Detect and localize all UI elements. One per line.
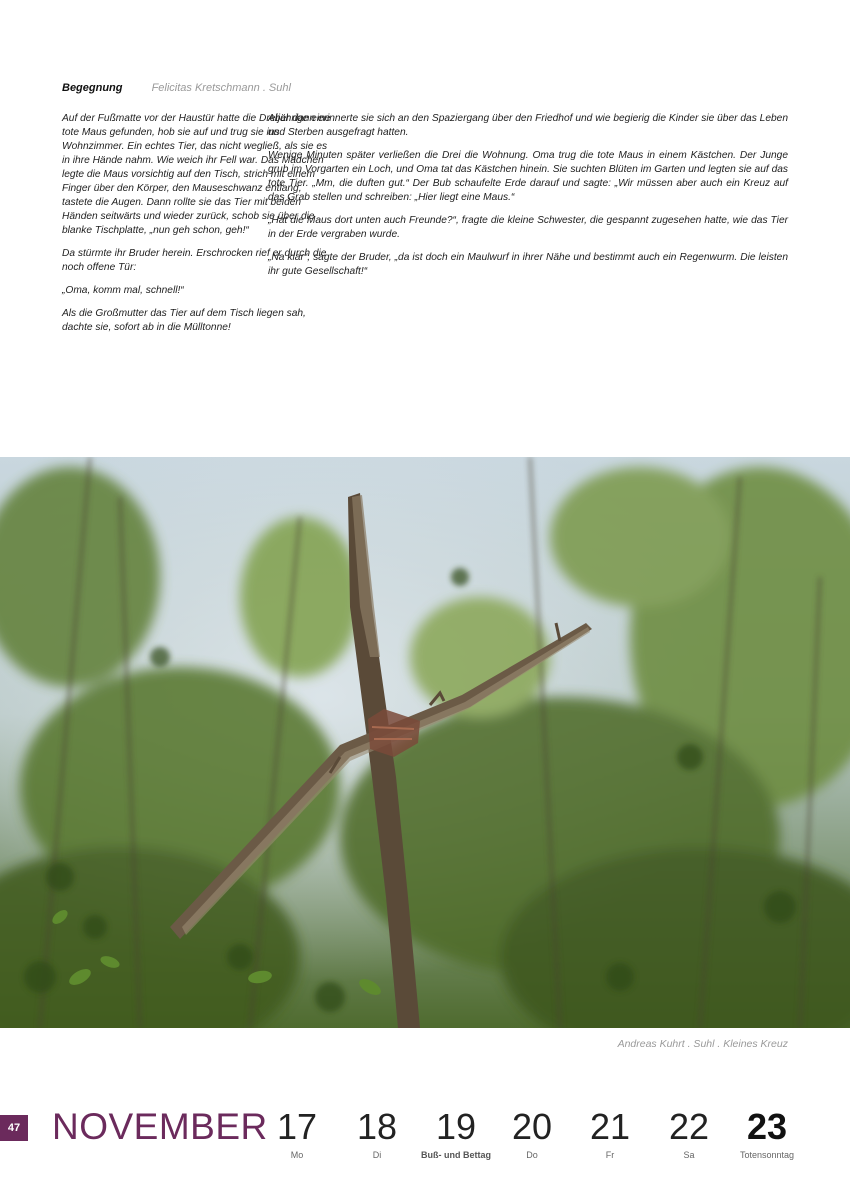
day-number: 21 [589, 1106, 631, 1147]
day-label: Sa [683, 1150, 695, 1160]
photo-twig-cross [0, 457, 850, 1028]
calendar-day [416, 1106, 496, 1160]
paragraph: Als die Großmutter das Tier auf dem Tisch liegen sah, dachte sie, sofort ab in die Mülltonne! [62, 308, 306, 333]
day-number: 22 [668, 1106, 710, 1147]
calendar-day [727, 1106, 807, 1160]
day-label: Totensonntag [739, 1150, 795, 1160]
month-title: NOVEMBER [52, 1106, 268, 1147]
calendar-day [649, 1106, 729, 1160]
calendar-day [257, 1106, 337, 1160]
paragraph: „Na klar“, sagte der Bruder, „da ist doch ein Maulwurf in ihrer Nähe und bestimmt auch ein Regenwurm. Die leisten ihr gute Gesellschaft!“ [268, 252, 788, 277]
paragraph: „Oma, komm mal, schnell!“ [62, 285, 184, 296]
article-author: Felicitas Kretschmann . Suhl [151, 82, 291, 94]
day-number: 19 [435, 1106, 477, 1147]
text-column-right [268, 112, 788, 288]
paragraph: Auf der Fußmatte vor der Haustür hatte die Dreijährige eine tote Maus gefunden, hob sie auf und trug sie ins Wohnzimmer. Ein echtes Tier, das nicht wegließ, als sie es in ihre Hände nahm. Wie weich ihr Fell war. Das Mädchen legte die Maus vorsichtig auf den Tisch, strich mit einem Finger über den Körper, den Mauseschwanz entlang, tastete die Augen. Dann rollte sie das Tier mit beiden Händen seitwärts und wieder zurück, schob sie über die blanke Tischplatte, „nun geh schon, geh!“ [62, 113, 331, 236]
day-number: 20 [511, 1106, 553, 1147]
day-number: 18 [356, 1106, 398, 1147]
day-label: Buß- und Bettag [421, 1150, 491, 1160]
day-label: Fr [605, 1150, 615, 1160]
paragraph: Da stürmte ihr Bruder herein. Erschrocken rief er durch die noch offene Tür: [62, 248, 327, 273]
calendar-day [492, 1106, 572, 1160]
day-label: Di [372, 1150, 382, 1160]
day-number: 23 [746, 1106, 788, 1147]
paragraph: Wenige Minuten später verließen die Drei die Wohnung. Oma trug die tote Maus in einem Kästchen. Der Junge grub im Vorgarten ein Loch, und Oma tat das Kästchen hinein. Sie suchten Blüten im Garten und legten sie auf das tote Tier. „Mm, die duften gut.“ Der Bub schaufelte Erde darauf und sagte: „Wir müssen aber auch ein Kreuz auf das Grab stellen und schreiben: „Hier liegt eine Maus.“ [268, 150, 788, 203]
day-number: 17 [276, 1106, 318, 1147]
article-title: Begegnung [62, 82, 123, 94]
photo-caption: Andreas Kuhrt . Suhl . Kleines Kreuz [617, 1038, 788, 1050]
article-header [62, 82, 291, 94]
paragraph: „Hat die Maus dort unten auch Freunde?“, fragte die kleine Schwester, die gespannt zugesehen hatte, wie das Tier in der Erde vergraben wurde. [268, 215, 788, 240]
day-label: Mo [290, 1150, 304, 1160]
calendar-day [337, 1106, 417, 1160]
calendar-day [570, 1106, 650, 1160]
day-label: Do [526, 1150, 538, 1160]
page-number: 47 [0, 1115, 28, 1141]
paragraph: Aber dann erinnerte sie sich an den Spaziergang über den Friedhof und wie begierig die Kinder sie über das Leben und Sterben ausgefragt hatten. [268, 113, 788, 138]
